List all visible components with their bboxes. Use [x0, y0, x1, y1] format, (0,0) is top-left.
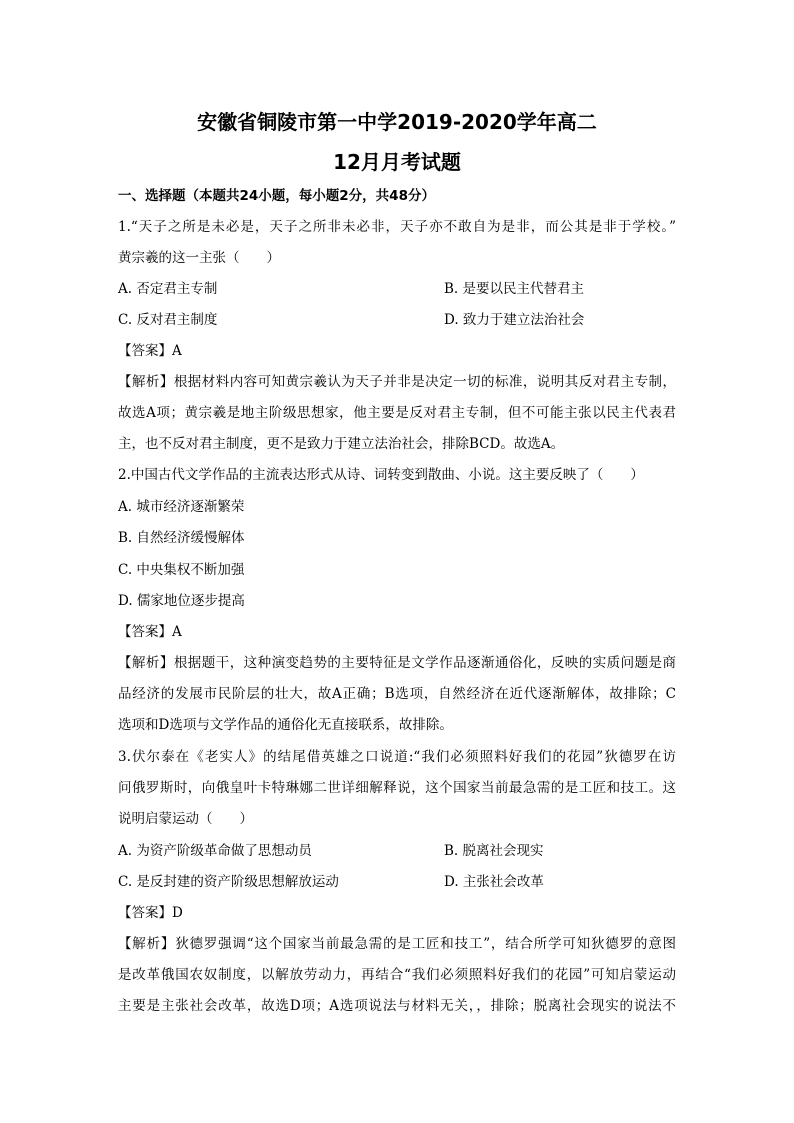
q1-option-b: B. 是要以民主代替君主 — [444, 281, 585, 297]
q2-option-a: A. 城市经济逐渐繁荣 — [118, 499, 245, 515]
q3-option-c: C. 是反封建的资产阶级思想解放运动 — [118, 874, 339, 890]
q2-option-b: B. 自然经济缓慢解体 — [118, 530, 245, 546]
q1-stem-line1: 1.“天子之所是未必是，天子之所非未必非，天子亦不敢自为是非，而公其是非于学校。” — [118, 219, 676, 235]
document-title: 安徽省铜陵市第一中学2019-2020学年高二 — [197, 110, 597, 134]
q2-answer: 【答案】A — [118, 624, 182, 640]
q1-stem-line2: 黄宗羲的这一主张（ ） — [118, 250, 280, 266]
q2-option-c: C. 中央集权不断加强 — [118, 562, 245, 578]
q3-explanation-line1: 【解析】狄德罗强调“这个国家当前最急需的是工匠和技工”，结合所学可知狄德罗的意图 — [118, 936, 676, 952]
q3-explanation-line3: 主要是主张社会改革，故选D项；A选项说法与材料无关，，排除；脱离社会现实的说法不 — [118, 998, 676, 1014]
document-subtitle: 12月月考试题 — [333, 150, 461, 174]
q3-stem-line2: 问俄罗斯时，向俄皇叶卡特琳娜二世详细解释说，这个国家当前最急需的是工匠和技工。这 — [118, 780, 676, 796]
q3-option-d: D. 主张社会改革 — [444, 874, 544, 890]
q3-option-b: B. 脱离社会现实 — [444, 843, 544, 859]
q3-stem-line1: 3.伏尔泰在《老实人》的结尾借英雄之口说道:“我们必须照料好我们的花园”狄德罗在访 — [118, 749, 676, 765]
q3-explanation-line2: 是改革俄国农奴制度，以解放劳动力，再结合“我们必须照料好我们的花园”可知启蒙运动 — [118, 967, 676, 983]
q2-option-d: D. 儒家地位逐步提高 — [118, 593, 245, 609]
q3-option-a: A. 为资产阶级革命做了思想动员 — [118, 843, 312, 859]
q2-explanation-line1: 【解析】根据题干，这种演变趋势的主要特征是文学作品逐渐通俗化，反映的实质问题是商 — [118, 655, 676, 671]
q1-option-d: D. 致力于建立法治社会 — [444, 312, 585, 328]
q2-stem-line1: 2.中国古代文学作品的主流表达形式从诗、词转变到散曲、小说。这主要反映了（ ） — [118, 467, 644, 483]
q2-explanation-line3: 选项和D选项与文学作品的通俗化无直接联系，故排除。 — [118, 717, 453, 733]
q1-option-a: A. 否定君主专制 — [118, 281, 218, 297]
q2-explanation-line2: 品经济的发展市民阶层的壮大，故A正确；B选项，自然经济在近代逐渐解体，故排除；C — [118, 686, 676, 702]
q3-answer: 【答案】D — [118, 905, 183, 921]
q1-explanation-line1: 【解析】根据材料内容可知黄宗羲认为天子并非是决定一切的标准，说明其反对君主专制， — [118, 374, 676, 390]
q1-explanation-line2: 故选A项；黄宗羲是地主阶级思想家，他主要是反对君主专制，但不可能主张以民主代表君 — [118, 405, 676, 421]
q1-answer: 【答案】A — [118, 343, 182, 359]
q1-option-c: C. 反对君主制度 — [118, 312, 218, 328]
q3-stem-line3: 说明启蒙运动（ ） — [118, 811, 253, 827]
section-heading: 一、选择题（本题共24小题，每小题2分，共48分） — [118, 188, 435, 204]
q1-explanation-line3: 主，也不反对君主制度，更不是致力于建立法治社会，排除BCD。故选A。 — [118, 436, 565, 452]
